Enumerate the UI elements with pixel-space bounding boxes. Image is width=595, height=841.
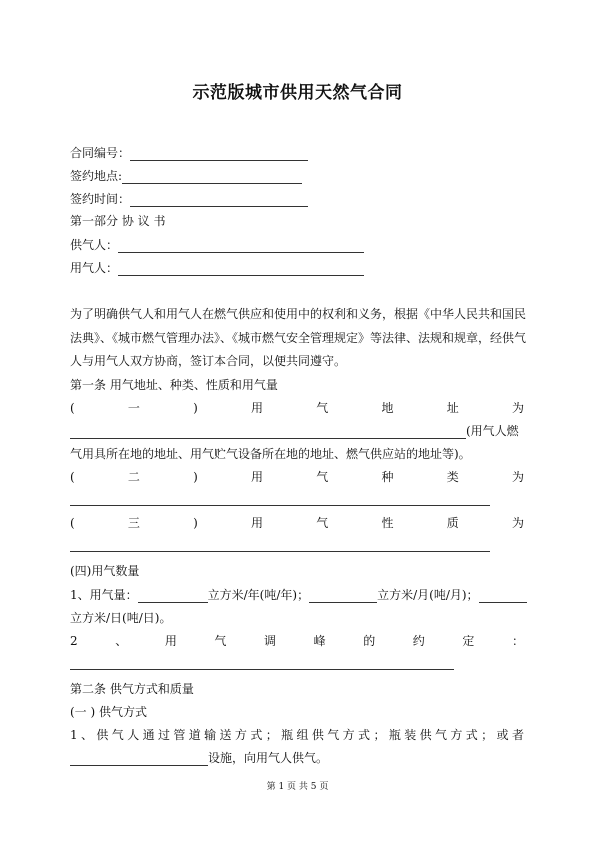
spread-char: ) [193,516,198,530]
spread-char: 人 [127,728,140,742]
blank-line [118,263,364,276]
blank-line [122,171,302,184]
usage-quantity-day: 立方米/日(吨/日)。 [70,611,172,625]
spread-char: 供 [419,728,432,742]
blank-line [70,426,466,439]
spread-char: 方 [342,728,355,742]
blank-line [118,240,364,253]
spread-char: 用 [251,401,264,415]
spread-char: 用 [164,634,177,648]
spread-char: ： [511,634,524,648]
contract-number-field [70,145,308,161]
qty-prefix: 1、用气量： [70,588,138,602]
spread-char: ( [70,470,75,484]
spread-char: 供 [96,728,109,742]
spread-char: ) [193,401,198,415]
spread-char: 质 [446,516,459,530]
spread-char: 一 [127,401,140,415]
blank-line [70,753,208,766]
spread-char: 1 [70,728,78,742]
supplier-field [70,237,364,253]
supply-method-continuation [70,750,328,766]
spread-char: 性 [381,516,394,530]
spread-char: 道 [188,728,201,742]
signing-place-field [70,168,302,184]
blank-line [138,590,208,603]
spread-char: 的 [363,634,376,648]
spread-char: ) [193,470,198,484]
spread-char: 式 [465,728,478,742]
article2-heading: 第二条 供气方式和质量 [70,682,194,696]
blank-line [70,669,454,670]
spread-char: 约 [412,634,425,648]
user-field [70,260,364,276]
blank-line [130,194,308,207]
item1-address-blank-line [70,423,519,439]
supply-cont-text: 设施，向用气人供气。 [208,751,329,765]
item1-address-line [70,400,524,416]
spread-char: 气 [316,516,329,530]
preamble-line: 法典》、《城市燃气管理办法》、《城市燃气安全管理规定》等法律、法规和规章，经供气 [70,331,527,345]
spread-char: 气 [316,401,329,415]
spread-char: ； [265,728,278,742]
spread-char: 者 [511,728,524,742]
spread-char: ( [70,516,75,530]
spread-char: 或 [496,728,509,742]
spread-char: 种 [381,470,394,484]
blank-line [70,551,490,552]
blank-line [130,148,308,161]
spread-char: 址 [446,401,459,415]
supply-method-subheading: (一 ) 供气方式 [70,705,147,719]
article1-heading: 第一条 用气地址、种类、性质和用气量 [70,378,278,392]
field-label: 签约时间： [70,192,131,206]
spread-char: 为 [511,401,524,415]
usage-quantity-line [70,587,527,603]
spread-char: 为 [511,516,524,530]
blank-line [479,590,527,603]
item3-nature-line [70,515,524,531]
spread-char: ； [481,728,494,742]
spread-char: 气 [316,470,329,484]
contract-title: 示范版城市供用天然气合同 [192,83,403,103]
qty-unit-month: 立方米/月(吨/月)； [377,588,479,602]
spread-char: 通 [142,728,155,742]
item2-type-line [70,469,524,485]
spread-char: 2 [70,634,78,648]
spread-char: 方 [450,728,463,742]
item1-continuation: 气用具所在地的地址、用气贮气设备所在地的地址、燃气供应站的地址等)。 [70,447,471,461]
spread-char: 瓶 [388,728,401,742]
spread-char: 用 [251,516,264,530]
spread-char: 输 [204,728,217,742]
item1-suffix: (用气人燃 [466,424,519,438]
spread-char: 气 [327,728,340,742]
spread-char: 气 [435,728,448,742]
page-footer: 第 1 页 共 5 页 [266,782,329,792]
spread-char: 二 [127,470,140,484]
spread-char: 供 [311,728,324,742]
blank-line [70,505,490,506]
peak-shaving-line [70,633,524,649]
qty-unit-year: 立方米/年(吨/年)； [207,588,310,602]
spread-char: 、 [115,634,128,648]
field-label: 合同编号： [70,146,131,160]
part1-heading: 第一部分 协 议 书 [70,214,166,228]
spread-char: 装 [404,728,417,742]
blank-line [309,590,377,603]
spread-char: 地 [381,401,394,415]
preamble-line: 为了明确供气人和用气人在燃气供应和使用中的权利和义务，根据《中华人民共和国民 [70,307,527,321]
spread-char: 式 [250,728,263,742]
spread-char: 过 [157,728,170,742]
spread-char: 为 [511,470,524,484]
spread-char: ； [373,728,386,742]
spread-char: 调 [264,634,277,648]
spread-char: 用 [251,470,264,484]
spread-char: 峰 [313,634,326,648]
signing-time-field [70,191,308,207]
field-label: 供气人： [70,238,119,252]
field-label: 签约地点: [70,169,123,183]
item4-heading: (四)用气数量 [70,564,140,578]
spread-char: 管 [173,728,186,742]
field-label: 用气人： [70,261,119,275]
spread-char: ( [70,401,75,415]
spread-char: 送 [219,728,232,742]
spread-char: 式 [358,728,371,742]
spread-char: 、 [81,728,94,742]
spread-char: 方 [234,728,247,742]
spread-char: 类 [446,470,459,484]
spread-char: 定 [462,634,475,648]
spread-char: 气 [214,634,227,648]
preamble-line: 人与用气人双方协商，签订本合同，以便共同遵守。 [70,354,347,368]
spread-char: 组 [296,728,309,742]
spread-char: 瓶 [281,728,294,742]
spread-char: 三 [127,516,140,530]
spread-char: 气 [111,728,124,742]
supply-method-line [70,727,524,743]
